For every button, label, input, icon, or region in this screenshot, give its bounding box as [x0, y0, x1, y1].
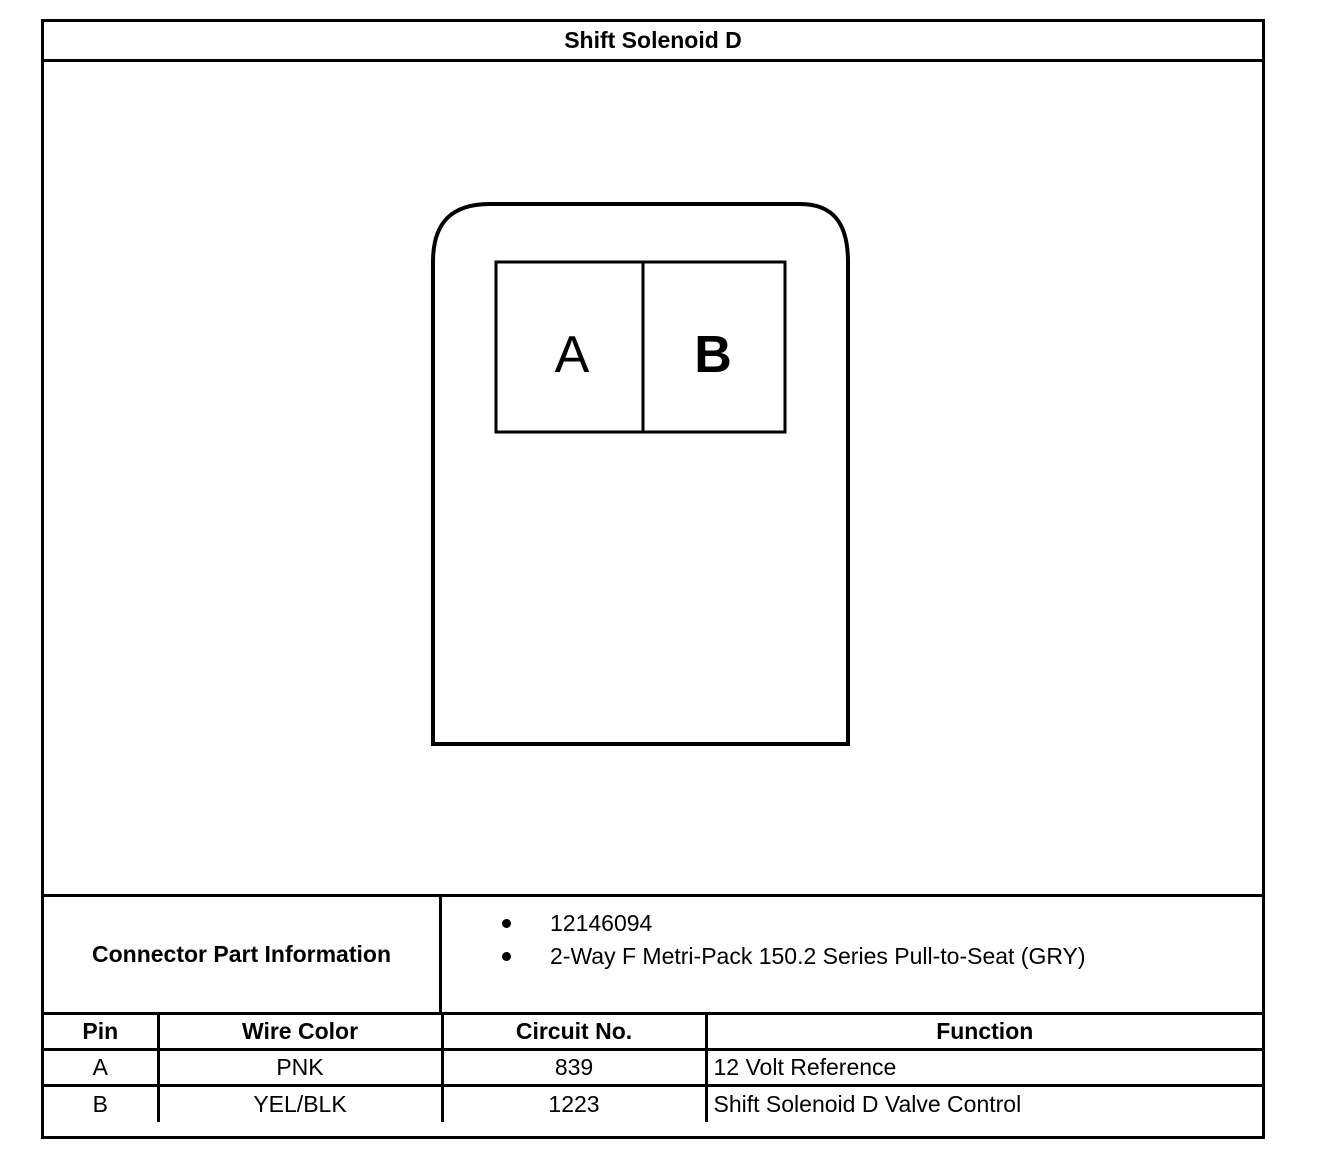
part-info-list: [442, 897, 1262, 1024]
cell-pin: B: [44, 1086, 158, 1122]
pin-table: [44, 1012, 1262, 1122]
diagram-title: Shift Solenoid D: [44, 22, 1262, 62]
cavity-a-label: A: [554, 326, 590, 384]
table-row: [44, 1086, 1262, 1122]
pin-table-header-row: [44, 1014, 1262, 1050]
cell-wire-color: YEL/BLK: [158, 1086, 442, 1122]
connector-end-view-sheet: [41, 19, 1265, 1139]
header-wire-color: Wire Color: [158, 1014, 442, 1050]
cell-pin: A: [44, 1050, 158, 1086]
header-pin: Pin: [44, 1014, 158, 1050]
cell-circuit-no: 839: [442, 1050, 706, 1086]
part-info-item: 12146094: [442, 909, 1262, 942]
connector-part-information: [44, 894, 1262, 1012]
header-circuit-no: Circuit No.: [442, 1014, 706, 1050]
cavity-b-label: B: [694, 326, 732, 384]
cell-circuit-no: 1223: [442, 1086, 706, 1122]
connector-face-drawing: [44, 62, 1262, 894]
connector-diagram-area: [44, 62, 1262, 894]
part-info-item: 2-Way F Metri-Pack 150.2 Series Pull-to-Seat (GRY): [442, 942, 1262, 975]
cell-wire-color: PNK: [158, 1050, 442, 1086]
cell-function: 12 Volt Reference: [706, 1050, 1262, 1086]
cell-function: Shift Solenoid D Valve Control: [706, 1086, 1262, 1122]
table-row: [44, 1050, 1262, 1086]
part-info-label: Connector Part Information: [44, 897, 442, 1012]
header-function: Function: [706, 1014, 1262, 1050]
